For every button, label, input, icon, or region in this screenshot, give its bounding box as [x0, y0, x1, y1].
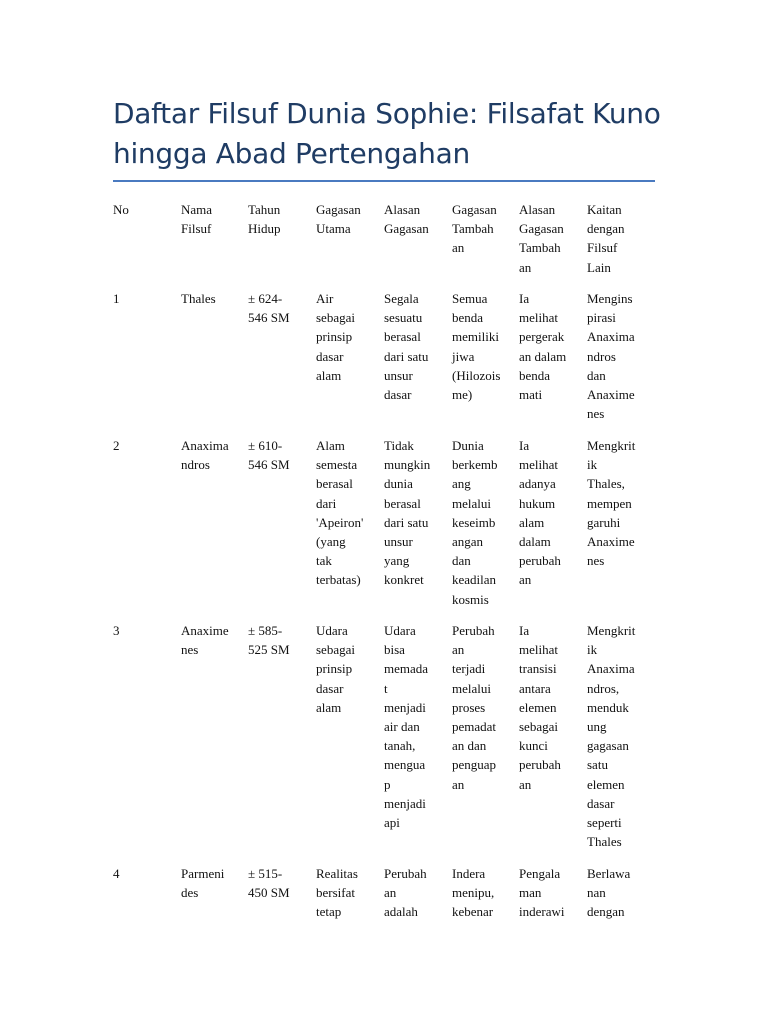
cell-line: Thales: [181, 291, 216, 306]
cell-line: Lain: [587, 259, 611, 275]
cell-line: berasal: [384, 329, 421, 345]
cell-line: ± 624-: [248, 291, 283, 306]
cell-main-reason: [384, 436, 446, 590]
cell-line: nes: [181, 642, 199, 658]
cell-line: nan: [587, 885, 606, 901]
cell-line: alam: [316, 699, 342, 715]
cell-line: elemen: [519, 699, 557, 715]
cell-line: dasar: [316, 348, 344, 364]
cell-line: menjadi: [384, 699, 426, 715]
cell-line: No: [113, 202, 129, 217]
cell-line: an: [519, 776, 532, 792]
cell-line: menipu,: [452, 885, 495, 901]
cell-line: antara: [519, 680, 551, 696]
cell-line: memiliki: [452, 329, 499, 345]
cell-line: an: [452, 240, 465, 256]
cell-line: prinsip: [316, 661, 353, 677]
cell-line: melihat: [519, 642, 558, 658]
cell-extra-idea: [452, 436, 514, 609]
cell-line: Perubah: [384, 866, 427, 881]
cell-line: dalam: [519, 534, 551, 550]
cell-line: garuhi: [587, 514, 621, 530]
cell-years: [248, 621, 310, 659]
cell-line: satu: [587, 757, 608, 773]
cell-line: dan: [587, 367, 606, 383]
cell-line: Gagasan: [316, 202, 361, 217]
cell-line: dunia: [384, 476, 413, 492]
cell-line: Dunia: [452, 438, 484, 453]
cell-line: terbatas): [316, 572, 361, 588]
cell-line: elemen: [587, 776, 625, 792]
cell-line: keseimb: [452, 514, 496, 530]
cell-line: terjadi: [452, 661, 486, 677]
cell-line: melihat: [519, 457, 558, 473]
cell-line: penguap: [452, 757, 497, 773]
cell-line: Mengins: [587, 291, 633, 306]
cell-line: Anaxime: [587, 387, 635, 403]
cell-line: Alasan: [519, 202, 556, 217]
cell-line: nes: [587, 553, 605, 569]
cell-line: transisi: [519, 661, 557, 677]
cell-line: Filsuf: [587, 240, 618, 256]
title-line-1: Daftar Filsuf Dunia Sophie: Filsafat Kuno: [113, 97, 661, 130]
cell-line: adanya: [519, 476, 556, 492]
cell-line: menduk: [587, 699, 629, 715]
cell-line: Anaxima: [587, 661, 635, 677]
cell-line: melihat: [519, 310, 558, 326]
cell-line: ± 585-: [248, 623, 283, 638]
cell-line: ung: [587, 719, 607, 735]
cell-extra-idea: [452, 864, 514, 922]
cell-line: 525 SM: [248, 642, 290, 658]
cell-line: Thales: [587, 834, 622, 850]
cell-line: 2: [113, 438, 120, 453]
cell-line: an: [519, 572, 532, 588]
title-line-2: hingga Abad Pertengahan: [113, 137, 470, 170]
cell-no: [113, 200, 175, 219]
cell-line: nes: [587, 406, 605, 422]
cell-line: ndros: [181, 457, 210, 473]
cell-line: Mengkrit: [587, 438, 636, 453]
cell-line: Anaxime: [587, 534, 635, 550]
cell-line: keadilan: [452, 572, 497, 588]
cell-name: [181, 436, 243, 474]
cell-line: konkret: [384, 572, 424, 588]
cell-line: hukum: [519, 495, 556, 511]
cell-no: [113, 621, 175, 640]
cell-line: berasal: [316, 476, 353, 492]
cell-line: tetap: [316, 904, 342, 920]
cell-line: ang: [452, 476, 471, 492]
cell-line: me): [452, 387, 473, 403]
cell-line: Ia: [519, 291, 530, 306]
title-underline: [113, 180, 655, 182]
cell-line: api: [384, 815, 400, 831]
cell-main-reason: [384, 200, 446, 238]
cell-line: dengan: [587, 221, 625, 237]
cell-line: an dalam: [519, 348, 567, 364]
cell-line: Nama: [181, 202, 213, 217]
cell-line: ik: [587, 457, 598, 473]
cell-line: bersifat: [316, 885, 355, 901]
cell-line: Tidak: [384, 438, 414, 453]
cell-line: dari: [316, 495, 337, 511]
cell-line: Tambah: [452, 221, 494, 237]
cell-line: t: [384, 680, 388, 696]
cell-line: 3: [113, 623, 120, 638]
cell-line: prinsip: [316, 329, 353, 345]
cell-name: [181, 200, 243, 238]
cell-extra-reason: [519, 436, 581, 590]
cell-line: inderawi: [519, 904, 565, 920]
cell-line: an: [452, 776, 465, 792]
cell-line: dasar: [384, 387, 412, 403]
cell-line: sebagai: [519, 719, 558, 735]
cell-line: mengua: [384, 757, 426, 773]
cell-line: tak: [316, 553, 332, 569]
cell-line: menjadi: [384, 795, 426, 811]
cell-relation: [587, 289, 649, 423]
cell-line: dari satu: [384, 514, 429, 530]
cell-line: Pengala: [519, 866, 561, 881]
cell-line: semesta: [316, 457, 358, 473]
cell-line: Kaitan: [587, 202, 622, 217]
cell-line: Udara: [384, 623, 416, 638]
cell-name: [181, 289, 243, 308]
cell-line: jiwa: [452, 348, 475, 364]
cell-line: an dan: [452, 738, 487, 754]
cell-line: kunci: [519, 738, 548, 754]
cell-main-reason: [384, 621, 446, 832]
cell-line: perubah: [519, 553, 561, 569]
cell-line: Air: [316, 291, 334, 306]
cell-main-reason: [384, 864, 446, 922]
cell-relation: [587, 436, 649, 570]
cell-line: benda: [452, 310, 484, 326]
cell-main-reason: [384, 289, 446, 404]
cell-line: pergerak: [519, 329, 565, 345]
cell-line: alam: [519, 514, 545, 530]
cell-line: tanah,: [384, 738, 416, 754]
cell-line: 4: [113, 866, 120, 881]
cell-extra-reason: [519, 864, 581, 922]
cell-line: dari satu: [384, 348, 429, 364]
cell-line: ndros: [587, 348, 616, 364]
cell-line: Gagasan: [452, 202, 497, 217]
cell-line: benda: [519, 367, 551, 383]
cell-line: ik: [587, 642, 598, 658]
cell-line: melalui: [452, 495, 491, 511]
cell-line: Anaxima: [181, 438, 229, 453]
cell-line: perubah: [519, 757, 561, 773]
cell-line: mempen: [587, 495, 632, 511]
cell-line: air dan: [384, 719, 420, 735]
cell-line: memada: [384, 661, 429, 677]
cell-name: [181, 864, 243, 902]
cell-line: dasar: [316, 680, 344, 696]
cell-line: man: [519, 885, 542, 901]
cell-line: an: [519, 259, 532, 275]
cell-line: kebenar: [452, 904, 494, 920]
cell-line: Anaxime: [181, 623, 229, 638]
cell-line: Segala: [384, 291, 419, 306]
cell-line: des: [181, 885, 199, 901]
cell-line: Hidup: [248, 221, 281, 237]
cell-line: unsur: [384, 534, 413, 550]
cell-line: 546 SM: [248, 310, 290, 326]
cell-line: Tahun: [248, 202, 281, 217]
cell-main-idea: [316, 200, 378, 238]
cell-line: berkemb: [452, 457, 498, 473]
cell-line: alam: [316, 367, 342, 383]
cell-line: Alam: [316, 438, 345, 453]
cell-no: [113, 289, 175, 308]
cell-line: Ia: [519, 438, 530, 453]
cell-no: [113, 864, 175, 883]
cell-line: Tambah: [519, 240, 561, 256]
cell-line: (Hilozois: [452, 367, 501, 383]
cell-no: [113, 436, 175, 455]
page-title: [113, 94, 673, 174]
cell-line: an: [384, 885, 397, 901]
cell-years: [248, 289, 310, 327]
cell-line: gagasan: [587, 738, 629, 754]
cell-line: Anaxima: [587, 329, 635, 345]
cell-extra-idea: [452, 200, 514, 258]
cell-main-idea: [316, 621, 378, 717]
cell-line: Gagasan: [384, 221, 429, 237]
cell-line: Berlawa: [587, 866, 631, 881]
cell-line: pirasi: [587, 310, 616, 326]
cell-extra-reason: [519, 621, 581, 794]
cell-relation: [587, 864, 649, 922]
cell-main-idea: [316, 864, 378, 922]
cell-line: pemadat: [452, 719, 497, 735]
cell-line: dan: [452, 553, 471, 569]
cell-line: proses: [452, 699, 486, 715]
cell-relation: [587, 621, 649, 851]
cell-extra-reason: [519, 200, 581, 277]
cell-main-idea: [316, 289, 378, 385]
cell-line: Filsuf: [181, 221, 212, 237]
cell-line: ± 610-: [248, 438, 283, 453]
cell-line: p: [384, 776, 391, 792]
cell-years: [248, 864, 310, 902]
cell-years: [248, 436, 310, 474]
cell-main-idea: [316, 436, 378, 590]
cell-years: [248, 200, 310, 238]
cell-line: an: [452, 642, 465, 658]
cell-line: Realitas: [316, 866, 358, 881]
cell-line: dasar: [587, 795, 615, 811]
cell-line: adalah: [384, 904, 418, 920]
cell-line: ndros,: [587, 680, 620, 696]
cell-line: Ia: [519, 623, 530, 638]
cell-line: Alasan: [384, 202, 421, 217]
cell-line: unsur: [384, 367, 413, 383]
cell-line: dengan: [587, 904, 625, 920]
cell-line: sebagai: [316, 642, 355, 658]
cell-line: Thales,: [587, 476, 625, 492]
cell-line: angan: [452, 534, 484, 550]
cell-line: mungkin: [384, 457, 431, 473]
cell-line: Parmeni: [181, 866, 225, 881]
cell-line: Gagasan: [519, 221, 564, 237]
cell-line: bisa: [384, 642, 405, 658]
cell-line: Utama: [316, 221, 351, 237]
cell-line: ± 515-: [248, 866, 283, 881]
cell-line: mati: [519, 387, 543, 403]
cell-line: Mengkrit: [587, 623, 636, 638]
cell-extra-idea: [452, 289, 514, 404]
cell-line: sebagai: [316, 310, 355, 326]
cell-line: Perubah: [452, 623, 495, 638]
cell-extra-idea: [452, 621, 514, 794]
cell-line: seperti: [587, 815, 622, 831]
cell-line: 'Apeiron': [316, 514, 364, 530]
cell-name: [181, 621, 243, 659]
cell-line: berasal: [384, 495, 421, 511]
cell-line: 450 SM: [248, 885, 290, 901]
cell-line: kosmis: [452, 591, 489, 607]
cell-line: melalui: [452, 680, 491, 696]
cell-line: 546 SM: [248, 457, 290, 473]
cell-line: Indera: [452, 866, 486, 881]
cell-line: (yang: [316, 534, 346, 550]
cell-line: Semua: [452, 291, 488, 306]
cell-line: Udara: [316, 623, 348, 638]
cell-line: sesuatu: [384, 310, 423, 326]
cell-line: 1: [113, 291, 120, 306]
cell-relation: [587, 200, 649, 277]
cell-extra-reason: [519, 289, 581, 404]
cell-line: yang: [384, 553, 410, 569]
